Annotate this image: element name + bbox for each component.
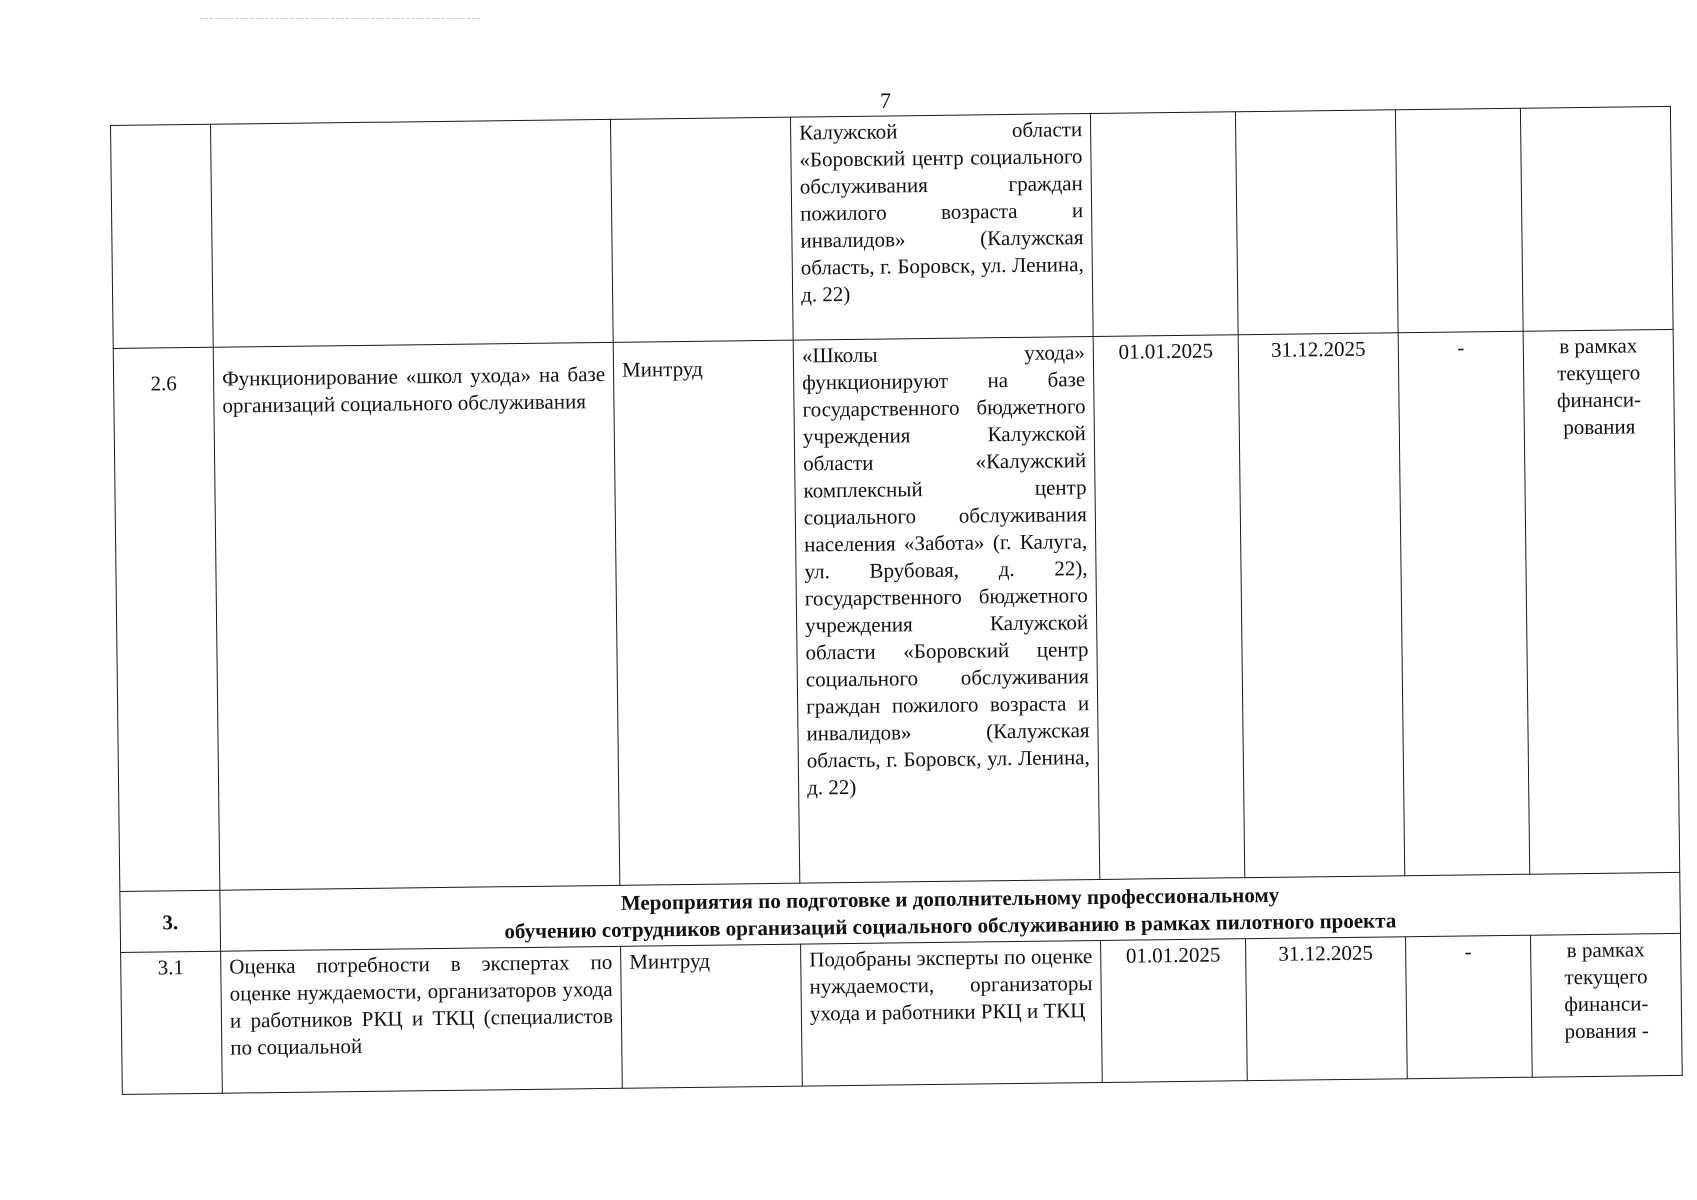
cell-activity: Функционирование «школ ухода» на базе организаций социального обслуживания [213,342,620,890]
plan-table-wrapper [110,106,1682,1095]
cell-activity: Оценка потребности в экспертах по оценке нуждаемости, организаторов ухода и работников РКЦ и ТКЦ (специалистов по социальной [221,946,623,1093]
cell-end-date: 31.12.2025 [1238,333,1405,878]
plan-table [110,106,1683,1095]
cell-num: 2.6 [113,347,220,891]
cell-start-date: 01.01.2025 [1093,335,1245,880]
cell-start-date [1090,112,1238,337]
cell-responsible: Минтруд [621,944,803,1088]
section-num: 3. [120,890,221,952]
cell-amount [1395,108,1523,333]
cell-result: «Школы ухода» функционируют на базе государственного бюджетного учреждения Калужской области «Калужский комплексный центр социального обслуживания населения «Забота» (г. Калуга, ул. Врубовая, д. 22), государственного бюджетного учреждения Калужской области «Боровский центр социального обслуживания граждан пожилого возраста и инвалидов» (Калужская область, г. Боровск, ул. Ленина, д. 22) [793,337,1100,884]
cell-num [111,124,214,348]
cell-end-date: 31.12.2025 [1246,937,1408,1081]
page-number: 7 [880,88,891,113]
cell-result: Подобраны эксперты по оценке нуждаемости, организаторы ухода и работники РКЦ и ТКЦ [801,940,1103,1086]
cell-responsible [610,117,793,342]
table-row [111,106,1674,348]
section-title-line-2: обучению сотрудников организаций социального обслуживанию в рамках пилотного проекта [504,908,1397,944]
scan-artifact [200,18,480,19]
cell-funding-source: в рамках текущего финанси-рования [1523,329,1680,874]
cell-amount: - [1406,935,1533,1079]
cell-responsible: Минтруд [613,340,800,885]
cell-activity [210,119,613,347]
cell-start-date: 01.01.2025 [1101,939,1248,1083]
cell-end-date [1235,110,1398,335]
cell-funding-source [1520,106,1673,331]
table-row [113,329,1680,891]
cell-amount: - [1398,331,1530,875]
table-row [121,933,1683,1094]
cell-funding-source: в рамках текущего финанси-рования - [1531,933,1683,1077]
section-title-line-1: Мероприятия по подготовке и дополнительному профессиональному [620,882,1280,915]
cell-num: 3.1 [121,951,223,1094]
cell-result: Калужской области «Боровский центр социального обслуживания граждан пожилого возраста и инвалидов» (Калужская область, г. Боровск, ул. Ленина, д. 22) [790,114,1093,341]
